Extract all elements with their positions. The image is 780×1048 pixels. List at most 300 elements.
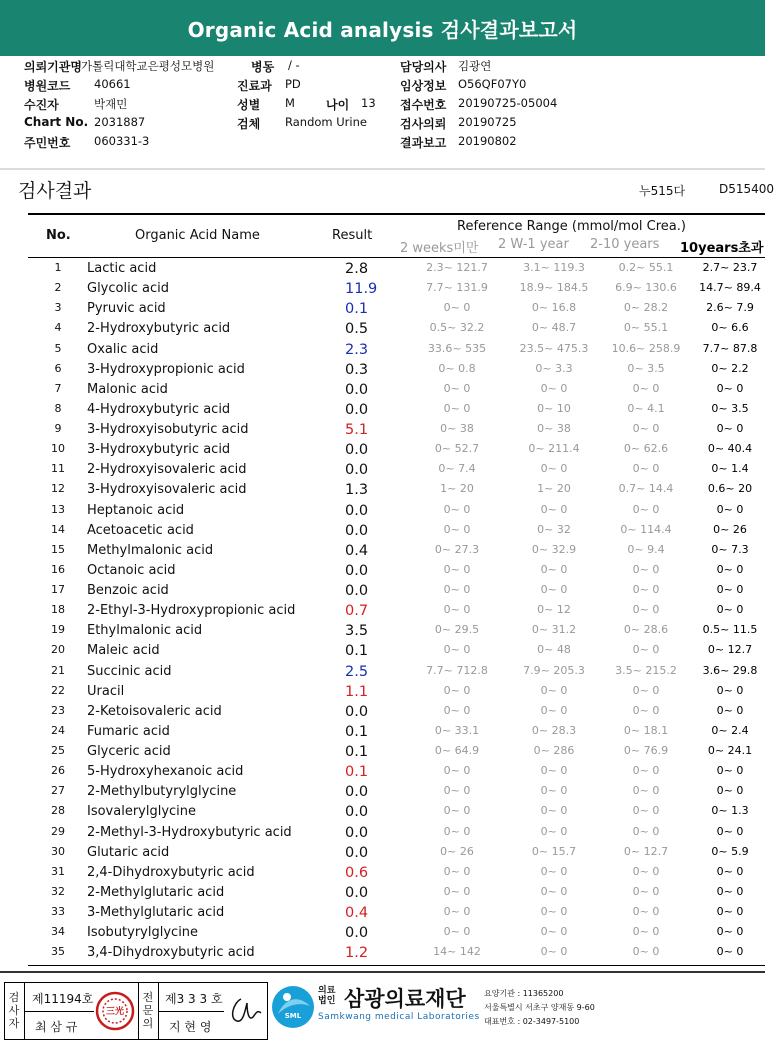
row-acid-name: Malonic acid xyxy=(87,381,168,397)
row-range-neonate: 0~ 0 xyxy=(443,562,471,576)
row-acid-name: Ethylmalonic acid xyxy=(87,623,203,639)
label-patient: 수진자 xyxy=(24,98,59,112)
row-range-infant: 0~ 16.8 xyxy=(531,301,577,315)
row-range-infant: 7.9~ 205.3 xyxy=(523,663,585,677)
row-range-child: 0~ 4.1 xyxy=(627,401,665,415)
label-request-date: 검사의뢰 xyxy=(400,117,447,131)
row-range-neonate: 14~ 142 xyxy=(433,945,481,959)
row-result: 0.1 xyxy=(345,723,369,740)
table-row xyxy=(28,379,765,399)
table-row xyxy=(28,278,765,298)
row-range-adult: 0~ 0 xyxy=(716,562,744,576)
row-range-child: 0~ 9.4 xyxy=(627,542,665,556)
table-row xyxy=(28,801,765,821)
row-range-child: 0~ 0 xyxy=(632,643,660,657)
table-row xyxy=(28,781,765,801)
row-acid-name: Glutaric acid xyxy=(87,844,170,860)
org-facility-code: 요양기관 : 11365200 xyxy=(484,989,564,998)
row-range-adult: 0~ 0 xyxy=(716,824,744,838)
row-acid-name: 2-Methyl-3-Hydroxybutyric acid xyxy=(87,824,292,840)
row-acid-name: 2-Hydroxyisovaleric acid xyxy=(87,462,247,478)
row-range-adult: 14.7~ 89.4 xyxy=(699,281,761,295)
row-range-child: 0~ 0 xyxy=(632,884,660,898)
row-no: 18 xyxy=(51,603,65,617)
table-row xyxy=(28,540,765,560)
row-range-infant: 0~ 0 xyxy=(540,381,568,395)
label-ward: 병동 xyxy=(251,60,275,74)
signature-box xyxy=(4,982,268,1040)
row-acid-name: Fumaric acid xyxy=(87,723,170,739)
row-no: 4 xyxy=(54,321,62,335)
value-report-date: 20190802 xyxy=(458,134,517,148)
row-no: 7 xyxy=(54,381,62,395)
table-row xyxy=(28,620,765,640)
table-row xyxy=(28,681,765,701)
row-acid-name: 2-Methylglutaric acid xyxy=(87,884,225,900)
row-no: 10 xyxy=(51,442,65,456)
row-result: 0.0 xyxy=(345,442,369,459)
row-range-infant: 0~ 32 xyxy=(537,522,571,536)
row-range-infant: 0~ 12 xyxy=(537,603,571,617)
value-resident-no: 060331-3 xyxy=(94,134,150,148)
stamp-label-specialist: 전문의 xyxy=(142,991,154,1030)
label-hospital-code: 병원코드 xyxy=(24,79,71,93)
row-range-adult: 0~ 0 xyxy=(716,905,744,918)
label-department: 진료과 xyxy=(237,79,272,93)
row-result: 2.8 xyxy=(345,261,369,277)
row-range-adult: 0~ 0 xyxy=(716,683,744,697)
row-range-child: 0~ 0 xyxy=(632,562,660,576)
row-no: 15 xyxy=(51,542,65,556)
row-result: 0.0 xyxy=(345,583,369,599)
row-range-adult: 0~ 0 xyxy=(716,603,744,617)
row-range-neonate: 0~ 0 xyxy=(443,583,471,596)
row-range-neonate: 0~ 0 xyxy=(443,703,471,717)
row-range-neonate: 2.3~ 121.7 xyxy=(426,261,488,274)
table-top-rule xyxy=(28,213,765,215)
row-range-adult: 0~ 12.7 xyxy=(707,643,753,657)
row-acid-name: Methylmalonic acid xyxy=(87,542,214,558)
value-request-date: 20190725 xyxy=(458,115,517,129)
row-range-child: 0~ 0 xyxy=(632,905,660,918)
table-row xyxy=(28,339,765,359)
row-range-infant: 0~ 48 xyxy=(537,643,571,657)
row-result: 0.0 xyxy=(345,562,369,579)
row-no: 29 xyxy=(51,824,65,838)
row-acid-name: Glyceric acid xyxy=(87,744,171,759)
row-range-infant: 0~ 0 xyxy=(540,764,568,778)
table-row xyxy=(28,560,765,580)
row-no: 19 xyxy=(51,623,65,637)
row-result: 0.7 xyxy=(345,603,369,620)
row-range-infant: 0~ 0 xyxy=(540,864,568,878)
label-age: 나이 xyxy=(326,98,350,112)
row-range-child: 0~ 55.1 xyxy=(623,321,669,335)
table-row xyxy=(28,298,765,318)
row-range-neonate: 0~ 0 xyxy=(443,522,471,536)
label-clinical-info: 임상정보 xyxy=(400,79,447,93)
report-title: Organic Acid analysis 검사결과보고서 xyxy=(187,17,578,42)
row-range-child: 0~ 0 xyxy=(632,703,660,717)
row-no: 11 xyxy=(51,462,65,476)
row-range-child: 0~ 0 xyxy=(632,583,660,596)
section-title: 검사결과 xyxy=(18,180,92,202)
row-no: 31 xyxy=(51,864,65,878)
table-bottom-rule xyxy=(28,965,765,966)
row-range-child: 0.7~ 14.4 xyxy=(618,482,674,496)
value-hospital-code: 40661 xyxy=(94,77,131,91)
info-row-1 xyxy=(24,58,764,77)
row-range-infant: 0~ 15.7 xyxy=(531,844,577,858)
row-result: 0.6 xyxy=(345,864,369,881)
table-row xyxy=(28,942,765,962)
row-range-infant: 0~ 0 xyxy=(540,502,568,516)
row-acid-name: 3,4-Dihydroxybutyric acid xyxy=(87,945,255,961)
row-acid-name: Acetoacetic acid xyxy=(87,522,194,538)
row-range-infant: 0~ 3.3 xyxy=(535,361,573,375)
row-range-adult: 0~ 0 xyxy=(716,925,744,939)
row-acid-name: Maleic acid xyxy=(87,643,160,659)
row-range-adult: 0~ 0 xyxy=(716,703,744,717)
row-range-adult: 0~ 0 xyxy=(716,884,744,898)
row-result: 0.0 xyxy=(345,884,369,901)
row-range-infant: 0~ 32.9 xyxy=(531,542,577,556)
row-range-neonate: 0~ 0 xyxy=(443,864,471,878)
table-row xyxy=(28,520,765,540)
row-range-adult: 0~ 0 xyxy=(716,764,744,778)
row-range-infant: 0~ 31.2 xyxy=(531,623,577,637)
seal-text: 三光 xyxy=(105,1007,124,1017)
row-range-neonate: 0~ 0 xyxy=(443,603,471,617)
row-range-neonate: 1~ 20 xyxy=(440,482,474,496)
row-no: 21 xyxy=(51,663,65,677)
row-range-neonate: 7.7~ 131.9 xyxy=(426,281,488,295)
row-range-child: 0~ 0 xyxy=(632,683,660,697)
value-receipt-no: 20190725-05004 xyxy=(458,96,558,110)
row-result: 2.5 xyxy=(345,663,369,680)
header-range-adult: 10years초과 xyxy=(680,241,764,256)
label-specimen: 검체 xyxy=(237,117,261,131)
row-no: 34 xyxy=(51,925,65,939)
row-range-child: 0~ 0 xyxy=(632,804,660,818)
value-age: 13 xyxy=(361,96,376,110)
header-reference: Reference Range (mmol/mol Crea.) xyxy=(457,219,686,234)
table-row xyxy=(28,580,765,600)
row-range-adult: 0~ 26 xyxy=(713,522,747,536)
row-result: 0.4 xyxy=(345,542,369,559)
row-result: 0.0 xyxy=(345,824,369,841)
row-range-neonate: 0~ 64.9 xyxy=(434,744,480,757)
row-range-adult: 0~ 0 xyxy=(716,422,744,435)
row-acid-name: 4-Hydroxybutyric acid xyxy=(87,401,231,417)
value-chart-no: 2031887 xyxy=(94,115,146,129)
row-acid-name: Isovalerylglycine xyxy=(87,804,197,820)
table-row xyxy=(28,661,765,681)
label-chart-no: Chart No. xyxy=(24,115,89,129)
row-range-neonate: 0~ 0 xyxy=(443,824,471,838)
row-range-infant: 0~ 0 xyxy=(540,925,568,939)
row-range-infant: 0~ 0 xyxy=(540,562,568,576)
row-no: 28 xyxy=(51,804,65,818)
row-range-infant: 0~ 0 xyxy=(540,683,568,697)
row-range-neonate: 0~ 0 xyxy=(443,905,471,918)
row-acid-name: 3-Methylglutaric acid xyxy=(87,905,225,920)
row-no: 23 xyxy=(51,703,65,717)
row-range-infant: 18.9~ 184.5 xyxy=(519,281,589,295)
section-code-1: 누515다 xyxy=(639,184,686,198)
org-name: 삼광의료재단 xyxy=(344,987,466,1011)
row-range-infant: 0~ 0 xyxy=(540,703,568,717)
row-no: 2 xyxy=(54,281,62,295)
row-range-adult: 0~ 5.9 xyxy=(711,844,749,858)
row-range-infant: 0~ 0 xyxy=(540,824,568,838)
row-result: 0.5 xyxy=(345,321,369,338)
row-acid-name: Heptanoic acid xyxy=(87,502,185,518)
row-result: 0.0 xyxy=(345,381,369,398)
table-row xyxy=(28,902,765,922)
row-acid-name: 2-Ethyl-3-Hydroxypropionic acid xyxy=(87,603,296,619)
row-range-adult: 0~ 0 xyxy=(716,864,744,878)
row-range-child: 0~ 18.1 xyxy=(623,723,669,737)
row-range-adult: 0~ 0 xyxy=(716,784,744,798)
row-range-child: 0~ 0 xyxy=(632,945,660,959)
row-acid-name: 2-Methylbutyrylglycine xyxy=(87,784,237,800)
patient-info xyxy=(24,58,764,153)
row-range-child: 0~ 114.4 xyxy=(620,522,672,536)
row-range-infant: 0~ 0 xyxy=(540,884,568,898)
table-row xyxy=(28,500,765,520)
row-range-adult: 0.5~ 11.5 xyxy=(702,623,758,637)
row-result: 0.3 xyxy=(345,361,369,378)
table-row xyxy=(28,761,765,781)
org-contact xyxy=(484,987,595,1029)
row-range-infant: 0~ 0 xyxy=(540,784,568,798)
row-range-adult: 2.7~ 23.7 xyxy=(702,261,758,274)
row-no: 27 xyxy=(51,784,65,798)
org-type: 의료법인 xyxy=(318,986,336,1006)
row-range-child: 0~ 0 xyxy=(632,925,660,939)
row-result: 1.1 xyxy=(345,683,369,700)
table-row xyxy=(28,359,765,379)
row-range-infant: 0~ 48.7 xyxy=(531,321,577,335)
report-title-bar xyxy=(0,0,765,56)
row-range-child: 0~ 0 xyxy=(632,381,660,395)
row-range-adult: 0~ 7.3 xyxy=(711,542,749,556)
specialist-name: 지 현 영 xyxy=(169,1020,212,1034)
row-acid-name: Succinic acid xyxy=(87,663,172,679)
row-range-neonate: 0~ 0 xyxy=(443,925,471,939)
row-acid-name: 3-Hydroxybutyric acid xyxy=(87,442,231,458)
row-range-neonate: 0.5~ 32.2 xyxy=(429,321,485,335)
row-range-child: 0~ 0 xyxy=(632,864,660,878)
table-row xyxy=(28,439,765,459)
row-acid-name: 2-Ketoisovaleric acid xyxy=(87,703,222,719)
row-range-neonate: 0~ 0 xyxy=(443,784,471,798)
row-acid-name: 2,4-Dihydroxybutyric acid xyxy=(87,864,255,880)
row-range-child: 0~ 76.9 xyxy=(623,744,669,757)
label-resident-no: 주민번호 xyxy=(24,136,71,150)
row-result: 5.1 xyxy=(345,422,369,438)
row-range-child: 0~ 0 xyxy=(632,764,660,778)
row-range-adult: 0~ 6.6 xyxy=(711,321,749,335)
row-range-child: 0.2~ 55.1 xyxy=(618,261,674,274)
header-result: Result xyxy=(332,228,373,243)
row-range-neonate: 0~ 33.1 xyxy=(434,723,480,737)
table-row xyxy=(28,842,765,862)
table-row xyxy=(28,922,765,942)
table-row xyxy=(28,600,765,620)
row-range-neonate: 0~ 0.8 xyxy=(438,361,476,375)
row-result: 0.0 xyxy=(345,784,369,801)
footer-divider xyxy=(0,971,765,973)
info-row-2 xyxy=(24,77,764,96)
row-range-infant: 0~ 0 xyxy=(540,804,568,818)
label-requesting-org: 의뢰기관명 xyxy=(24,60,82,74)
row-range-child: 0~ 0 xyxy=(632,422,660,435)
row-range-child: 0~ 0 xyxy=(632,603,660,617)
table-row xyxy=(28,419,765,439)
value-sex: M xyxy=(285,96,295,110)
row-range-neonate: 0~ 26 xyxy=(440,844,474,858)
row-range-child: 0~ 28.6 xyxy=(623,623,669,637)
value-patient: 박재민 xyxy=(94,97,128,111)
row-range-neonate: 0~ 0 xyxy=(443,381,471,395)
row-range-neonate: 7.7~ 712.8 xyxy=(426,663,488,677)
row-result: 0.0 xyxy=(345,844,369,861)
row-range-adult: 0~ 0 xyxy=(716,381,744,395)
value-clinical-info: O56QF07Y0 xyxy=(458,77,527,91)
header-range-child: 2-10 years xyxy=(590,237,660,252)
row-range-child: 0~ 3.5 xyxy=(627,361,665,375)
row-result: 11.9 xyxy=(345,281,378,298)
section-divider xyxy=(0,168,765,170)
specialist-license: 제3 3 3 호 xyxy=(165,992,223,1006)
row-range-neonate: 0~ 0 xyxy=(443,884,471,898)
row-acid-name: 3-Hydroxyisovaleric acid xyxy=(87,482,247,498)
examiner-name: 최 삼 규 xyxy=(35,1020,78,1034)
org-address: 서울특별시 서초구 양재동 9-60 xyxy=(484,1003,595,1012)
row-acid-name: 3-Hydroxypropionic acid xyxy=(87,361,245,377)
label-report-date: 결과보고 xyxy=(400,136,447,150)
row-range-neonate: 0~ 0 xyxy=(443,804,471,818)
row-range-adult: 3.6~ 29.8 xyxy=(702,663,758,677)
row-result: 0.1 xyxy=(345,764,369,781)
row-no: 8 xyxy=(54,401,62,415)
row-range-infant: 3.1~ 119.3 xyxy=(523,261,585,274)
table-row xyxy=(28,862,765,882)
row-no: 3 xyxy=(54,301,62,315)
row-no: 32 xyxy=(51,884,65,898)
row-range-neonate: 0~ 7.4 xyxy=(438,462,476,476)
signature-mark xyxy=(227,993,265,1029)
row-range-neonate: 0~ 0 xyxy=(443,401,471,415)
row-result: 0.1 xyxy=(345,301,369,318)
row-range-child: 0~ 0 xyxy=(632,502,660,516)
info-row-5 xyxy=(24,134,764,153)
row-range-neonate: 0~ 29.5 xyxy=(434,623,480,637)
row-range-neonate: 0~ 0 xyxy=(443,301,471,315)
seal-stamp xyxy=(95,989,135,1033)
row-range-neonate: 0~ 38 xyxy=(440,422,474,435)
row-range-infant: 0~ 211.4 xyxy=(528,442,580,456)
header-name: Organic Acid Name xyxy=(135,228,260,243)
row-result: 0.0 xyxy=(345,703,369,720)
row-acid-name: Oxalic acid xyxy=(87,341,159,357)
row-result: 3.5 xyxy=(345,623,369,640)
row-result: 1.3 xyxy=(345,482,369,499)
table-row xyxy=(28,399,765,419)
row-acid-name: Benzoic acid xyxy=(87,583,169,598)
row-range-neonate: 0~ 0 xyxy=(443,643,471,657)
row-range-adult: 0~ 2.4 xyxy=(711,723,749,737)
row-no: 17 xyxy=(51,583,65,596)
row-range-infant: 0~ 10 xyxy=(537,401,571,415)
row-range-adult: 0~ 0 xyxy=(716,945,744,959)
row-range-adult: 7.7~ 87.8 xyxy=(702,341,758,355)
row-range-infant: 0~ 0 xyxy=(540,462,568,476)
table-row xyxy=(28,479,765,499)
row-acid-name: Pyruvic acid xyxy=(87,301,166,317)
sml-logo-text: SML xyxy=(284,1012,302,1020)
info-row-3 xyxy=(24,96,764,115)
row-range-infant: 0~ 0 xyxy=(540,583,568,596)
row-result: 2.3 xyxy=(345,341,369,358)
row-range-adult: 0~ 1.3 xyxy=(711,804,749,818)
table-row xyxy=(28,741,765,761)
row-no: 16 xyxy=(51,562,65,576)
row-range-child: 0~ 12.7 xyxy=(623,844,669,858)
table-row xyxy=(28,822,765,842)
row-range-adult: 2.6~ 7.9 xyxy=(706,301,754,315)
row-range-neonate: 0~ 52.7 xyxy=(434,442,480,456)
table-row xyxy=(28,459,765,479)
row-no: 26 xyxy=(51,764,65,778)
row-result: 0.4 xyxy=(345,905,369,921)
row-result: 0.0 xyxy=(345,502,369,519)
table-row xyxy=(28,258,765,278)
row-range-child: 0~ 0 xyxy=(632,784,660,798)
results-table xyxy=(28,258,765,962)
header-range-neonate: 2 weeks미만 xyxy=(400,241,479,256)
row-acid-name: Glycolic acid xyxy=(87,281,169,297)
row-result: 0.0 xyxy=(345,401,369,418)
header-no: No. xyxy=(46,228,71,243)
row-no: 25 xyxy=(51,744,65,757)
value-requesting-org: 가톨릭대학교은평성모병원 xyxy=(81,59,215,73)
row-range-neonate: 0~ 0 xyxy=(443,683,471,697)
row-no: 24 xyxy=(51,723,65,737)
row-result: 0.0 xyxy=(345,522,369,539)
row-acid-name: Uracil xyxy=(87,683,125,699)
value-doctor: 김광연 xyxy=(458,59,492,73)
table-row xyxy=(28,721,765,741)
row-no: 13 xyxy=(51,502,65,516)
row-range-adult: 0~ 1.4 xyxy=(711,462,749,476)
sml-logo-icon xyxy=(270,984,316,1030)
row-range-infant: 0~ 0 xyxy=(540,945,568,959)
row-range-adult: 0~ 40.4 xyxy=(707,442,753,456)
row-no: 14 xyxy=(51,522,65,536)
row-range-infant: 1~ 20 xyxy=(537,482,571,496)
row-range-adult: 0~ 0 xyxy=(716,502,744,516)
row-acid-name: 3-Hydroxyisobutyric acid xyxy=(87,422,249,437)
row-no: 35 xyxy=(51,945,65,959)
row-range-neonate: 0~ 0 xyxy=(443,502,471,516)
row-no: 5 xyxy=(54,341,62,355)
table-row xyxy=(28,701,765,721)
row-range-infant: 0~ 28.3 xyxy=(531,723,577,737)
row-range-child: 10.6~ 258.9 xyxy=(611,341,681,355)
